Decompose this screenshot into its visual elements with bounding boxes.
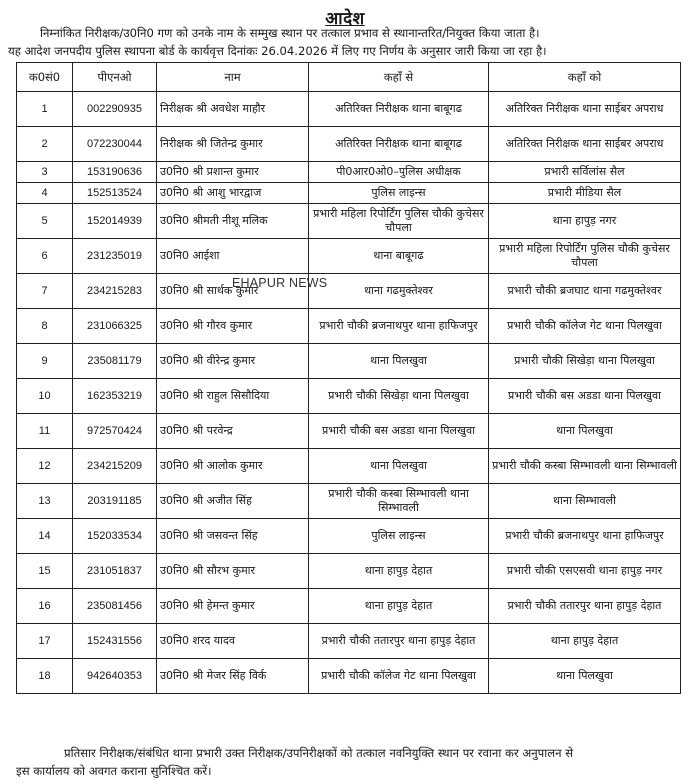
serial-number-cell: 4 [17,183,73,204]
to-cell: थाना हापुड़ देहात [489,624,681,659]
table-row [17,309,681,344]
table-row [17,92,681,127]
table-row [17,449,681,484]
to-cell: प्रभारी चौकी सिखेड़ा थाना पिलखुवा [489,344,681,379]
to-cell: प्रभारी चौकी ब्रजनाथपुर थाना हाफिजपुर [489,519,681,554]
footer-line-2: इस कार्यालय को अवगत कराना सुनिश्चित करें। [16,764,212,778]
table-header-row [17,63,681,92]
to-cell: प्रभारी चौकी कॉलेज गेट थाना पिलखुवा [489,309,681,344]
pno-cell: 152014939 [73,204,157,239]
name-cell: उ0नि0 श्री सार्थक कुमार [157,274,309,309]
intro-line-2: यह आदेश जनपदीय पुलिस स्थापना बोर्ड के कार्यवृत्त दिनांकः 26.04.2026 में लिए गए निर्णय के अनुसार जारी किया जा रहा है। [8,44,547,58]
pno-cell: 152513524 [73,183,157,204]
from-cell: प्रभारी चौकी बस अडडा थाना पिलखुवा [309,414,489,449]
pno-cell: 231066325 [73,309,157,344]
serial-number-cell: 2 [17,127,73,162]
serial-number-cell: 12 [17,449,73,484]
to-cell: प्रभारी चौकी बस अडडा थाना पिलखुवा [489,379,681,414]
from-cell: पुलिस लाइन्स [309,183,489,204]
name-cell: उ0नि0 श्री वीरेन्द्र कुमार [157,344,309,379]
from-cell: पुलिस लाइन्स [309,519,489,554]
serial-number-cell: 5 [17,204,73,239]
table-row [17,162,681,183]
to-cell: थाना सिम्भावली [489,484,681,519]
serial-number-cell: 3 [17,162,73,183]
watermark-text: EHAPUR NEWS [232,276,328,290]
to-cell: थाना पिलखुवा [489,414,681,449]
from-cell: प्रभारी चौकी सिखेड़ा थाना पिलखुवा [309,379,489,414]
pno-cell: 072230044 [73,127,157,162]
name-cell: उ0नि0 श्री मेजर सिंह विर्क [157,659,309,694]
table-row [17,204,681,239]
serial-number-cell: 16 [17,589,73,624]
to-cell: प्रभारी सर्विलांस सैल [489,162,681,183]
name-cell: उ0नि0 श्रीमती नीशू मलिक [157,204,309,239]
pno-cell: 152033534 [73,519,157,554]
transfer-table [16,62,681,694]
to-cell: प्रभारी चौकी कस्बा सिम्भावली थाना सिम्भावली [489,449,681,484]
name-cell: निरीक्षक श्री अवधेश माहौर [157,92,309,127]
header-name: नाम [157,63,309,92]
from-cell: प्रभारी महिला रिपोर्टिंग पुलिस चौकी कुचेसर चौपला [309,204,489,239]
table-row [17,183,681,204]
name-cell: उ0नि0 श्री परवेन्द्र [157,414,309,449]
to-cell: थाना पिलखुवा [489,659,681,694]
to-cell: प्रभारी महिला रिपोर्टिंग पुलिस चौकी कुचेसर चौपला [489,239,681,274]
table-row [17,659,681,694]
name-cell: निरीक्षक श्री जितेन्द्र कुमार [157,127,309,162]
from-cell: पी0आर0ओ0–पुलिस अधीक्षक [309,162,489,183]
table-row [17,379,681,414]
from-cell: प्रभारी चौकी कस्बा सिम्भावली थाना सिम्भावली [309,484,489,519]
from-cell: अतिरिक्त निरीक्षक थाना बाबूगढ [309,127,489,162]
document-title: आदेश [325,9,365,29]
pno-cell: 942640353 [73,659,157,694]
serial-number-cell: 13 [17,484,73,519]
from-cell: थाना गढमुक्तेश्वर [309,274,489,309]
table-row [17,274,681,309]
table-body [17,92,681,694]
name-cell: उ0नि0 श्री गौरव कुमार [157,309,309,344]
header-serial-number: क0सं0 [17,63,73,92]
intro-line-1: निम्नांकित निरीक्षक/उ0नि0 गण को उनके नाम के सम्मुख स्थान पर तत्काल प्रभाव से स्थानान्तरित/नियुक्त किया जाता है। [40,26,540,40]
pno-cell: 231051837 [73,554,157,589]
serial-number-cell: 9 [17,344,73,379]
pno-cell: 234215283 [73,274,157,309]
from-cell: थाना पिलखुवा [309,449,489,484]
pno-cell: 002290935 [73,92,157,127]
name-cell: उ0नि0 श्री आशु भारद्वाज [157,183,309,204]
name-cell: उ0नि0 श्री प्रशान्त कुमार [157,162,309,183]
serial-number-cell: 7 [17,274,73,309]
pno-cell: 235081179 [73,344,157,379]
name-cell: उ0नि0 श्री सौरभ कुमार [157,554,309,589]
table-row [17,239,681,274]
pno-cell: 203191185 [73,484,157,519]
serial-number-cell: 8 [17,309,73,344]
from-cell: थाना हापुड़ देहात [309,554,489,589]
table-row [17,484,681,519]
to-cell: अतिरिक्त निरीक्षक थाना साईबर अपराध [489,127,681,162]
table-row [17,519,681,554]
name-cell: उ0नि0 श्री आलोक कुमार [157,449,309,484]
to-cell: थाना हापुड़ नगर [489,204,681,239]
name-cell: उ0नि0 श्री अजीत सिंह [157,484,309,519]
from-cell: प्रभारी चौकी ततारपुर थाना हापुड़ देहात [309,624,489,659]
table-row [17,344,681,379]
header-from: कहाँ से [309,63,489,92]
pno-cell: 231235019 [73,239,157,274]
to-cell: प्रभारी मीडिया सैल [489,183,681,204]
pno-cell: 234215209 [73,449,157,484]
serial-number-cell: 17 [17,624,73,659]
to-cell: प्रभारी चौकी एसएसवी थाना हापुड़ नगर [489,554,681,589]
from-cell: अतिरिक्त निरीक्षक थाना बाबूगढ [309,92,489,127]
serial-number-cell: 18 [17,659,73,694]
serial-number-cell: 14 [17,519,73,554]
to-cell: प्रभारी चौकी ब्रजघाट थाना गढमुक्तेश्वर [489,274,681,309]
from-cell: थाना पिलखुवा [309,344,489,379]
footer-line-1: प्रतिसार निरीक्षक/संबंधित थाना प्रभारी उक्त निरीक्षक/उपनिरीक्षकों को तत्काल नवनियुक्ति स्थान पर रवाना कर अनुपालन से [64,746,574,760]
serial-number-cell: 15 [17,554,73,589]
to-cell: प्रभारी चौकी ततारपुर थाना हापुड़ देहात [489,589,681,624]
name-cell: उ0नि0 श्री राहुल सिसौदिया [157,379,309,414]
table-row [17,589,681,624]
from-cell: प्रभारी चौकी कॉलेज गेट थाना पिलखुवा [309,659,489,694]
serial-number-cell: 10 [17,379,73,414]
name-cell: उ0नि0 श्री जसवन्त सिंह [157,519,309,554]
name-cell: उ0नि0 आईशा [157,239,309,274]
pno-cell: 153190636 [73,162,157,183]
table-row [17,554,681,589]
header-pno: पीएनओ [73,63,157,92]
table-row [17,127,681,162]
table-row [17,414,681,449]
header-to: कहाँ को [489,63,681,92]
name-cell: उ0नि0 श्री हेमन्त कुमार [157,589,309,624]
table-row [17,624,681,659]
pno-cell: 162353219 [73,379,157,414]
pno-cell: 972570424 [73,414,157,449]
from-cell: प्रभारी चौकी ब्रजनाथपुर थाना हाफिजपुर [309,309,489,344]
pno-cell: 235081456 [73,589,157,624]
from-cell: थाना बाबूगढ [309,239,489,274]
serial-number-cell: 6 [17,239,73,274]
serial-number-cell: 11 [17,414,73,449]
from-cell: थाना हापुड़ देहात [309,589,489,624]
pno-cell: 152431556 [73,624,157,659]
to-cell: अतिरिक्त निरीक्षक थाना साईबर अपराध [489,92,681,127]
serial-number-cell: 1 [17,92,73,127]
name-cell: उ0नि0 शरद यादव [157,624,309,659]
